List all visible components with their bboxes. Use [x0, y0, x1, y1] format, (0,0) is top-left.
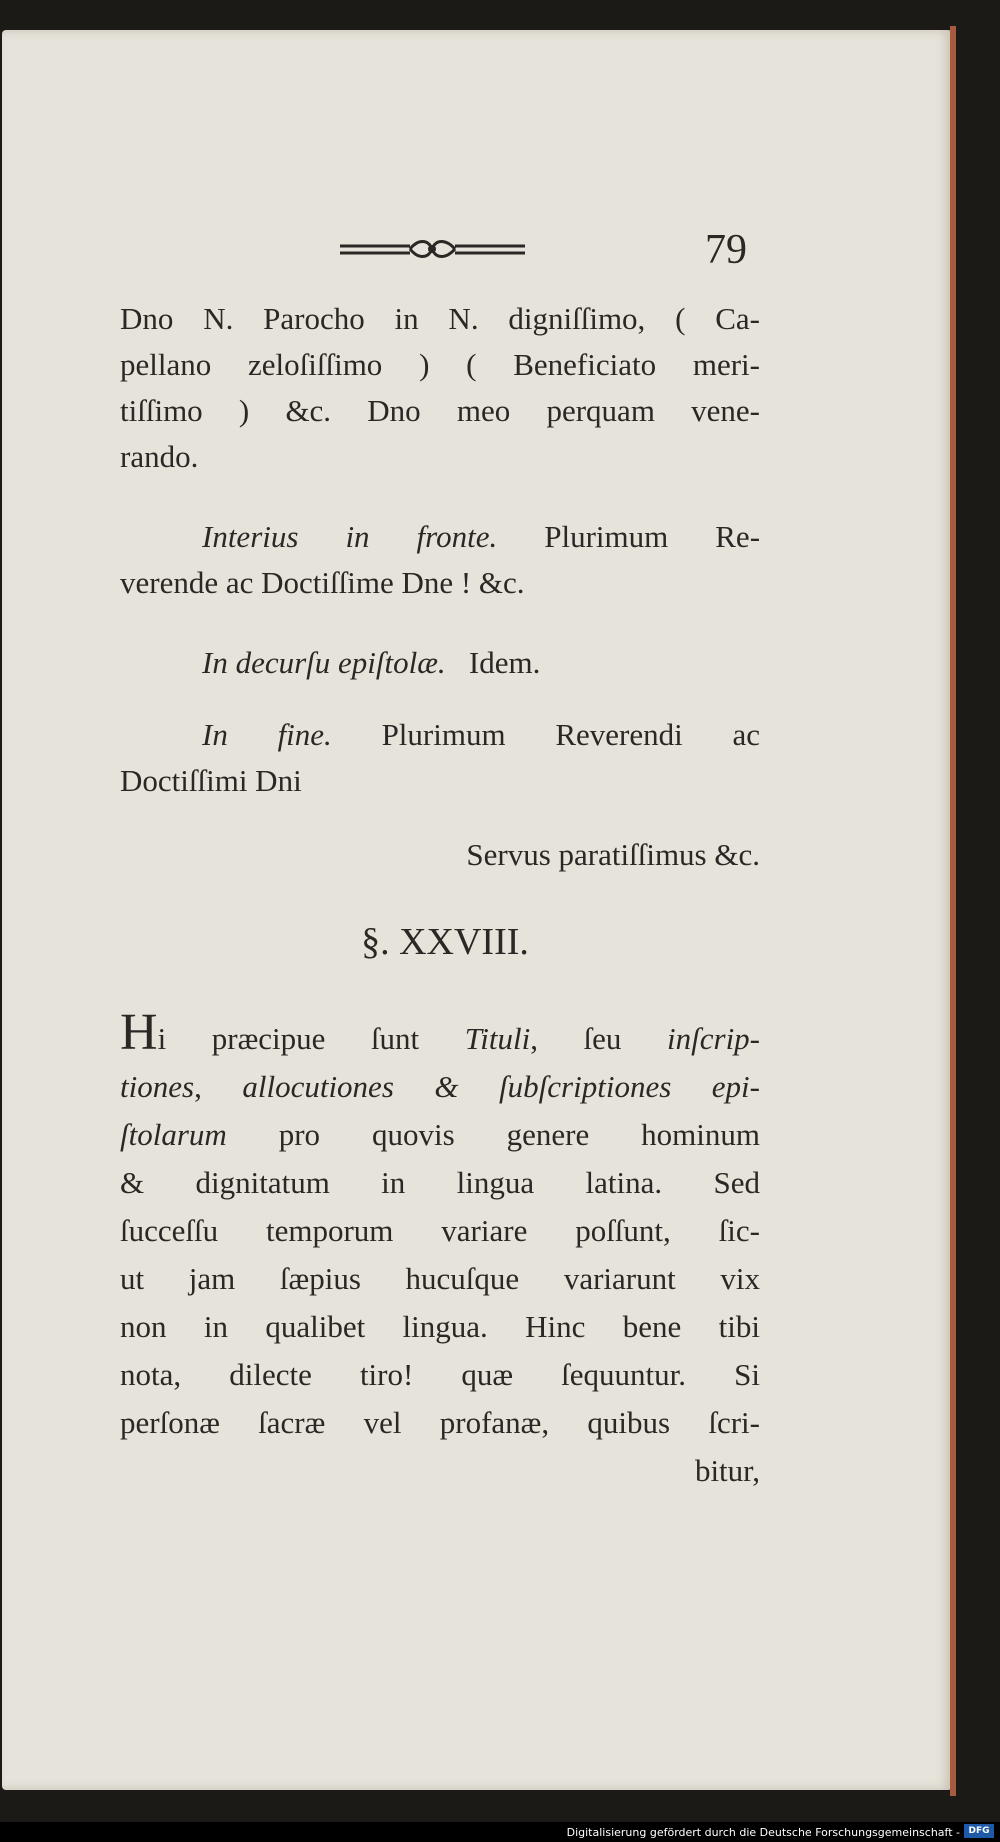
- text-line: nota, dilecte tiro! quæ ſequuntur. Si: [120, 1357, 760, 1392]
- text-line: Dno N. Parocho in N. digniſſimo, ( Ca-: [120, 301, 760, 336]
- text-line: tiſſimo ) &c. Dno meo perquam vene-: [120, 393, 760, 428]
- text-line: Servus paratiſſimus &c.: [466, 837, 760, 872]
- interius-label: Interius in fronte.: [202, 519, 498, 554]
- interius-text: Plurimum Re-: [544, 519, 761, 554]
- text-line: [120, 514, 760, 560]
- fine-label: In fine.: [202, 717, 332, 752]
- dfg-logo: DFG: [964, 1824, 994, 1838]
- section-heading: §. XXVIII.: [361, 921, 529, 963]
- header-ornament: [340, 237, 525, 263]
- decursu-label: In decurſu epiſtolæ.: [202, 645, 446, 680]
- decursu-text: Idem.: [468, 645, 541, 680]
- text-line: ſucceſſu temporum variare poſſunt, ſic-: [120, 1213, 760, 1248]
- text-line: pellano zeloſiſſimo ) ( Beneficiato meri-: [120, 347, 760, 382]
- text-line: ut jam ſæpius hucuſque variarunt vix: [120, 1261, 760, 1296]
- text-line: non in qualibet lingua. Hinc bene tibi: [120, 1309, 760, 1344]
- text-line: tiones, allocutiones & ſubſcriptiones epi-: [120, 1069, 760, 1104]
- text-line: [120, 640, 760, 686]
- body-paragraph: [120, 1004, 761, 1495]
- page-edge: [950, 26, 956, 1796]
- text-line: Hi præcipue ſunt Tituli, ſeu inſcrip-: [120, 1004, 761, 1061]
- text-line: Doctiſſimi Dni: [120, 763, 302, 798]
- address-block: [120, 296, 760, 480]
- text-line: ſtolarum pro quovis genere hominum: [120, 1117, 760, 1152]
- text-line: [120, 712, 760, 758]
- book-page: [2, 30, 952, 1790]
- fine-text: Plurimum Reverendi ac: [381, 717, 760, 752]
- page-number: 79: [705, 227, 747, 273]
- text-line: bitur,: [694, 1453, 760, 1488]
- decursu-block: [120, 640, 760, 686]
- text-line: & dignitatum in lingua latina. Sed: [120, 1165, 760, 1200]
- drop-cap: H: [120, 1004, 158, 1061]
- servus-block: [120, 832, 760, 878]
- text-line: rando.: [120, 439, 199, 474]
- text-line: verende ac Doctiſſime Dne ! &c.: [120, 565, 525, 600]
- interius-block: [120, 514, 760, 606]
- fine-block: [120, 712, 760, 804]
- text-line: perſonæ ſacræ vel profanæ, quibus ſcri-: [120, 1405, 760, 1440]
- footer-credit: Digitalisierung gefördert durch die Deutsche Forschungsgemeinschaft -: [566, 1826, 960, 1839]
